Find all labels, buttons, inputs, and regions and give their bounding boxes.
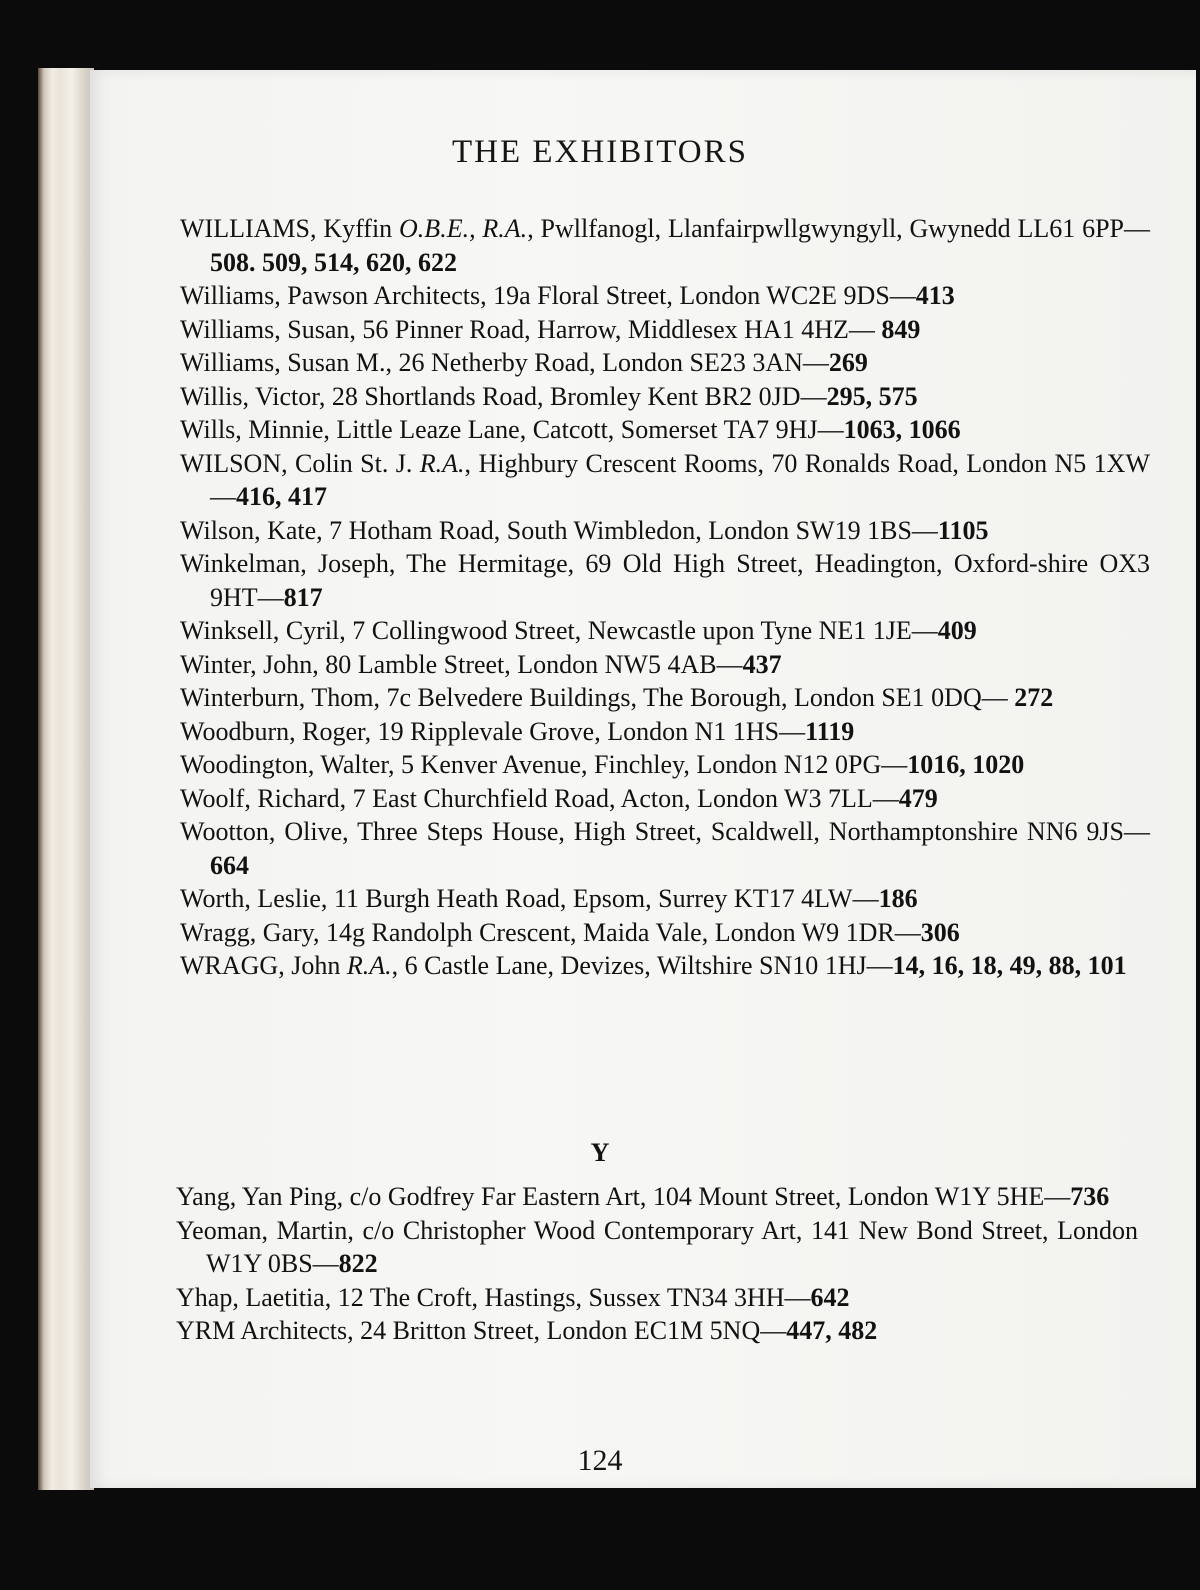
- entry-pre: YRM Architects, 24 Britton Street, London EC1M 5NQ—: [176, 1316, 787, 1345]
- exhibitor-list-y: [176, 1180, 1138, 1348]
- entry-nums: 409: [937, 616, 977, 645]
- entry-nums: 306: [920, 917, 960, 947]
- entry-pre: Winkelman, Joseph, The Hermitage, 69 Old High Street, Headington, Oxford-shire OX3 9HT—: [180, 549, 1150, 612]
- entry-nums: 1016, 1020: [907, 750, 1025, 779]
- exhibitor-entry: [176, 1314, 1138, 1348]
- exhibitor-entry: [180, 916, 1150, 950]
- entry-ital: R.A.: [419, 448, 465, 478]
- entry-ital: R.A.: [346, 951, 392, 980]
- exhibitor-entry: [176, 1281, 1138, 1315]
- entry-pre: WILLIAMS, Kyffin: [180, 214, 400, 243]
- entry-nums: 447, 482: [786, 1316, 878, 1345]
- entry-nums: 1119: [805, 716, 855, 746]
- entry-nums: 14, 16, 18, 49, 88, 101: [892, 951, 1127, 980]
- entry-nums: 849: [881, 314, 921, 344]
- entry-nums: 642: [810, 1282, 850, 1312]
- entry-pre: Willis, Victor, 28 Shortlands Road, Bromley Kent BR2 0JD—: [180, 381, 827, 411]
- page-title: THE EXHIBITORS: [452, 134, 748, 170]
- exhibitor-entry: [180, 882, 1150, 916]
- entry-nums: 1063, 1066: [843, 415, 961, 444]
- exhibitor-list-w: [180, 212, 1150, 983]
- entry-nums: 186: [878, 884, 918, 913]
- entry-pre: Woodington, Walter, 5 Kenver Avenue, Finchley, London N12 0PG—: [180, 750, 908, 779]
- entry-pre: Worth, Leslie, 11 Burgh Heath Road, Epsom, Surrey KT17 4LW—: [180, 884, 879, 913]
- entry-pre: Yang, Yan Ping, c/o Godfrey Far Eastern Art, 104 Mount Street, London W1Y 5HE—: [176, 1182, 1071, 1211]
- exhibitor-entry: [180, 212, 1150, 279]
- exhibitor-entry: [180, 681, 1150, 715]
- entry-pre: WILSON, Colin St. J.: [180, 448, 420, 478]
- exhibitor-entry: [180, 413, 1150, 447]
- entry-nums: 508. 509, 514, 620, 622: [210, 247, 457, 277]
- entry-nums: 269: [828, 348, 868, 377]
- entry-nums: 295, 575: [826, 381, 918, 411]
- entry-nums: 413: [915, 281, 955, 310]
- entry-nums: 479: [898, 783, 938, 813]
- exhibitor-entry: [180, 815, 1150, 882]
- entry-nums: 416, 417: [236, 482, 327, 511]
- exhibitor-entry: [180, 447, 1150, 514]
- exhibitor-entry: [180, 313, 1150, 347]
- exhibitor-entry: [180, 782, 1150, 816]
- entry-nums: 1105: [937, 515, 989, 545]
- entry-nums: 272: [1014, 683, 1054, 712]
- exhibitor-entry: [180, 547, 1150, 614]
- entry-post: , Highbury Crescent Rooms, 70 Ronalds Road, London N5 1XW—: [210, 448, 1151, 511]
- entry-pre: Wootton, Olive, Three Steps House, High Street, Scaldwell, Northamptonshire NN6 9JS—: [180, 817, 1150, 846]
- entry-nums: 664: [210, 850, 249, 880]
- exhibitor-entry: [180, 380, 1150, 414]
- entry-pre: Williams, Pawson Architects, 19a Floral Street, London WC2E 9DS—: [180, 281, 916, 310]
- entry-post: , 6 Castle Lane, Devizes, Wiltshire SN10 1HJ—: [391, 951, 893, 980]
- entry-pre: Wills, Minnie, Little Leaze Lane, Catcott, Somerset TA7 9HJ—: [180, 415, 844, 444]
- entry-pre: Wragg, Gary, 14g Randolph Crescent, Maida Vale, London W9 1DR—: [180, 917, 921, 947]
- exhibitor-entry: [180, 514, 1150, 548]
- entry-pre: WRAGG, John: [180, 951, 347, 980]
- entry-pre: Woolf, Richard, 7 East Churchfield Road, Acton, London W3 7LL—: [180, 783, 899, 813]
- entry-nums: 822: [338, 1249, 378, 1278]
- entry-nums: 437: [742, 649, 782, 679]
- page-number: 124: [577, 1444, 623, 1477]
- entry-nums: 817: [283, 582, 323, 612]
- book-spine-edge: [38, 68, 94, 1490]
- entry-post: , Pwllfanogl, Llanfairpwllgwyngyll, Gwynedd LL61 6PP—: [527, 214, 1150, 243]
- exhibitor-entry: [180, 715, 1150, 749]
- entry-pre: Wilson, Kate, 7 Hotham Road, South Wimbledon, London SW19 1BS—: [180, 515, 938, 545]
- exhibitor-entry: [180, 346, 1150, 380]
- exhibitor-entry: [180, 949, 1150, 983]
- entry-pre: Yhap, Laetitia, 12 The Croft, Hastings, Sussex TN34 3HH—: [176, 1282, 811, 1312]
- entry-nums: 736: [1070, 1182, 1110, 1211]
- entry-pre: Williams, Susan, 56 Pinner Road, Harrow, Middlesex HA1 4HZ—: [180, 314, 882, 344]
- exhibitor-entry: [180, 648, 1150, 682]
- exhibitor-entry: [176, 1180, 1138, 1214]
- section-letter: Y: [590, 1138, 610, 1167]
- entry-pre: Yeoman, Martin, c/o Christopher Wood Contemporary Art, 141 New Bond Street, London W1Y 0BS—: [176, 1215, 1138, 1278]
- exhibitor-entry: [180, 279, 1150, 313]
- exhibitor-entry: [180, 748, 1150, 782]
- entry-pre: Williams, Susan M., 26 Netherby Road, London SE23 3AN—: [180, 348, 829, 377]
- entry-pre: Woodburn, Roger, 19 Ripplevale Grove, London N1 1HS—: [180, 716, 806, 746]
- entry-pre: Winter, John, 80 Lamble Street, London NW5 4AB—: [180, 649, 743, 679]
- exhibitor-entry: [176, 1214, 1138, 1281]
- exhibitor-entry: [180, 614, 1150, 648]
- entry-pre: Winksell, Cyril, 7 Collingwood Street, Newcastle upon Tyne NE1 1JE—: [180, 616, 938, 645]
- entry-ital: O.B.E., R.A.: [399, 214, 528, 243]
- entry-pre: Winterburn, Thom, 7c Belvedere Buildings, The Borough, London SE1 0DQ—: [180, 683, 1015, 712]
